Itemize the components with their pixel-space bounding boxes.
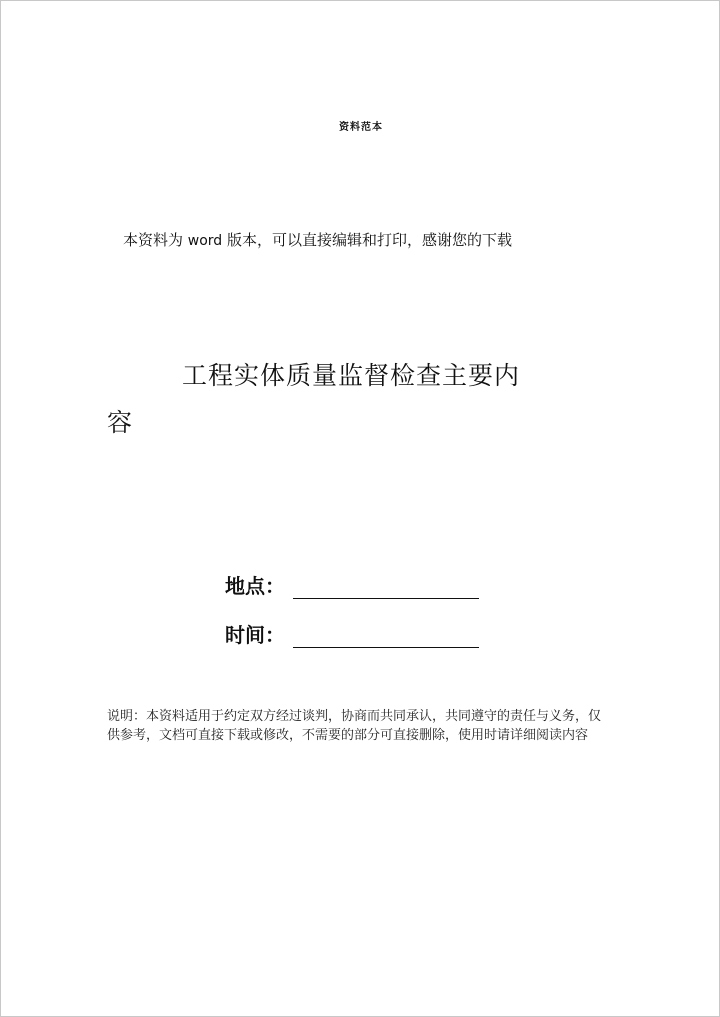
time-field [225,618,479,648]
time-blank-line[interactable] [293,625,479,648]
document-title-line2: 容 [107,408,133,437]
document-title-line1: 工程实体质量监督检查主要内 [182,361,521,390]
header-label: 资料范本 [339,122,383,133]
time-label: 时间： [225,623,285,647]
notice-word-text: word [187,233,223,249]
location-field [225,569,479,599]
location-label: 地点： [225,574,285,598]
remark-text: 说明：本资料适用于约定双方经过谈判，协商而共同承认，共同遵守的责任与义务，仅供参考，文档可直接下载或修改，不需要的部分可直接删除，使用时请详细阅读内容 [107,709,602,743]
location-blank-line[interactable] [293,576,479,599]
notice-text-part1: 本资料为 [123,231,188,249]
notice-text-part2: 版本，可以直接编辑和打印，感谢您的下载 [222,231,512,249]
download-notice [123,229,512,250]
